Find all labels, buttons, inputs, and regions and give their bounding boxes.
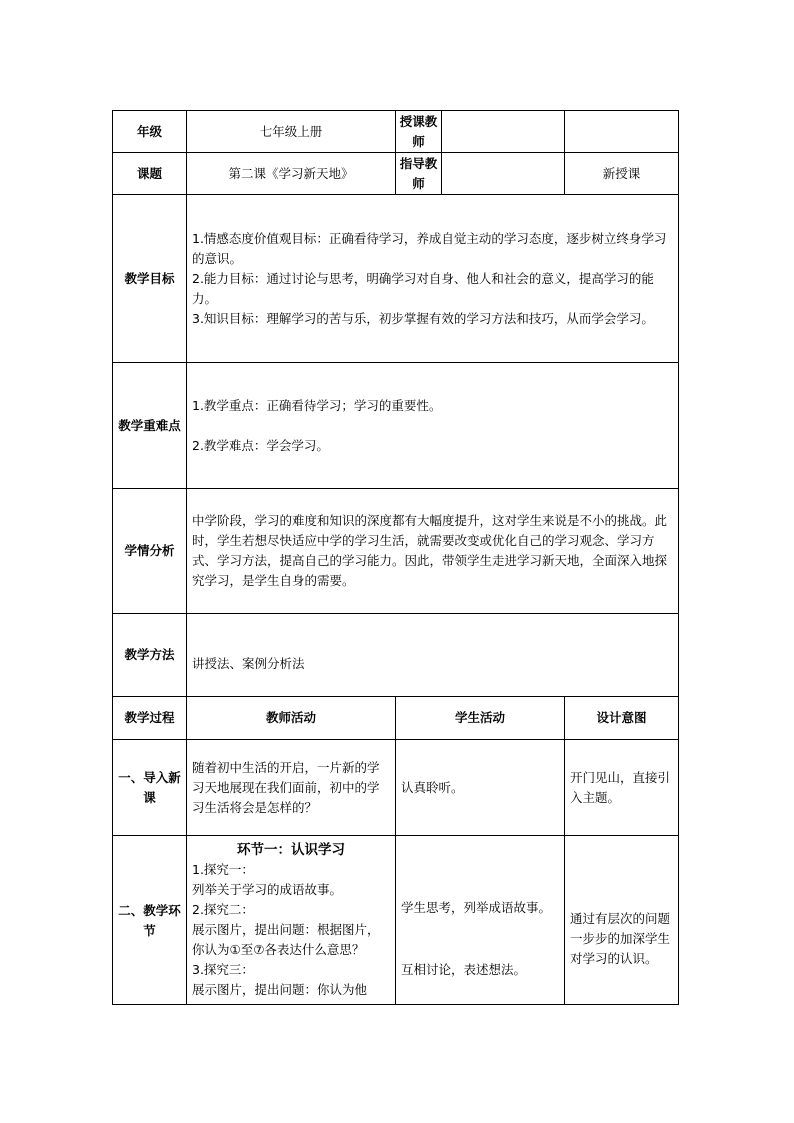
objective-item: 2.能力目标：通过讨论与思考，明确学习对自身、他人和社会的意义，提高学习的能力。 xyxy=(192,270,654,306)
key-points-label: 教学重难点 xyxy=(113,363,187,489)
col-student-activity: 学生活动 xyxy=(396,697,565,740)
header-row-grade xyxy=(113,111,679,153)
col-design-intent: 设计意图 xyxy=(565,697,679,740)
grade-value: 七年级上册 xyxy=(187,111,396,153)
stage-section-title: 环节一：认识学习 xyxy=(237,841,345,858)
teacher-line: 3.探究三： xyxy=(192,961,254,977)
stage-intro: 一、导入新课 xyxy=(113,740,187,836)
objective-item: 1.情感态度价值观目标：正确看待学习，养成自觉主动的学习态度，逐步树立终身学习的意识。 xyxy=(192,230,667,266)
student-activity-2: 互相讨论，表述想法。 xyxy=(401,962,527,977)
key-points-content xyxy=(187,363,679,489)
teacher-line: 2.探究二： xyxy=(192,901,254,917)
analysis-content xyxy=(187,489,679,614)
teacher-line: 列举关于学习的成语故事。 xyxy=(192,881,343,897)
analysis-row xyxy=(113,489,679,614)
objectives-content xyxy=(187,195,679,363)
method-content xyxy=(187,614,679,697)
teaching-difficulty: 2.教学难点：学会学习。 xyxy=(192,437,329,453)
col-teacher-activity: 教师活动 xyxy=(187,697,396,740)
objectives-row xyxy=(113,195,679,363)
guide-teacher-label: 指导教师 xyxy=(396,153,442,195)
stage-teaching: 二、教学环节 xyxy=(113,836,187,1005)
teacher-label: 授课教师 xyxy=(396,111,442,153)
teacher-value xyxy=(442,111,565,153)
grade-label: 年级 xyxy=(113,111,187,153)
analysis-label: 学情分析 xyxy=(113,489,187,614)
process-label: 教学过程 xyxy=(113,697,187,740)
process-row-intro xyxy=(113,740,679,836)
header-row-topic xyxy=(113,153,679,195)
process-row-teaching xyxy=(113,836,679,1005)
guide-teacher-value xyxy=(442,153,565,195)
analysis-text: 中学阶段，学习的难度和知识的深度都有大幅度提升，这对学生来说是不小的挑战。此时，学生若想尽快适应中学的学习生活，就需要改变或优化自己的学习观念、学习方式、学习方法，提高自己的学习能力。因此，带领学生走进学习新天地，全面深入地探究学习，是学生自身的需要。 xyxy=(192,513,668,588)
method-row xyxy=(113,614,679,697)
method-label: 教学方法 xyxy=(113,614,187,697)
teacher-line: 展示图片，提出问题：根据图片，你认为①至⑦各表达什么意思？ xyxy=(192,921,380,957)
teaching-design-intent xyxy=(565,836,679,1005)
objective-item: 3.知识目标：理解学习的苦与乐，初步掌握有效的学习方法和技巧，从而学会学习。 xyxy=(192,310,654,326)
intro-design-intent xyxy=(565,740,679,836)
intro-intent-text: 开门见山，直接引入主题。 xyxy=(570,769,671,805)
teaching-teacher-activity xyxy=(187,836,396,1005)
process-header-row xyxy=(113,697,679,740)
method-text: 讲授法、案例分析法 xyxy=(192,656,305,671)
intro-student-activity xyxy=(396,740,565,836)
topic-label: 课题 xyxy=(113,153,187,195)
teaching-student-activity xyxy=(396,836,565,1005)
teacher-line: 1.探究一： xyxy=(192,861,254,877)
intro-teacher-activity xyxy=(187,740,396,836)
intro-student-text: 认真聆听。 xyxy=(401,779,464,795)
intro-teacher-text: 随着初中生活的开启，一片新的学习天地展现在我们面前，初中的学习生活将会是怎样的？ xyxy=(192,759,380,815)
teacher-line: 展示图片，提出问题：你认为他 xyxy=(192,981,368,997)
teaching-intent-text: 通过有层次的问题一步步的加深学生对学习的认识。 xyxy=(570,911,671,966)
topic-value: 第二课《学习新天地》 xyxy=(187,153,396,195)
lesson-type: 新授课 xyxy=(565,153,679,195)
key-points-row xyxy=(113,363,679,489)
objectives-label: 教学目标 xyxy=(113,195,187,363)
extra-value-cell xyxy=(565,111,679,153)
teaching-focus: 1.教学重点：正确看待学习；学习的重要性。 xyxy=(192,397,442,413)
student-activity-1: 学生思考，列举成语故事。 xyxy=(401,900,552,915)
lesson-plan-table xyxy=(112,110,679,1005)
